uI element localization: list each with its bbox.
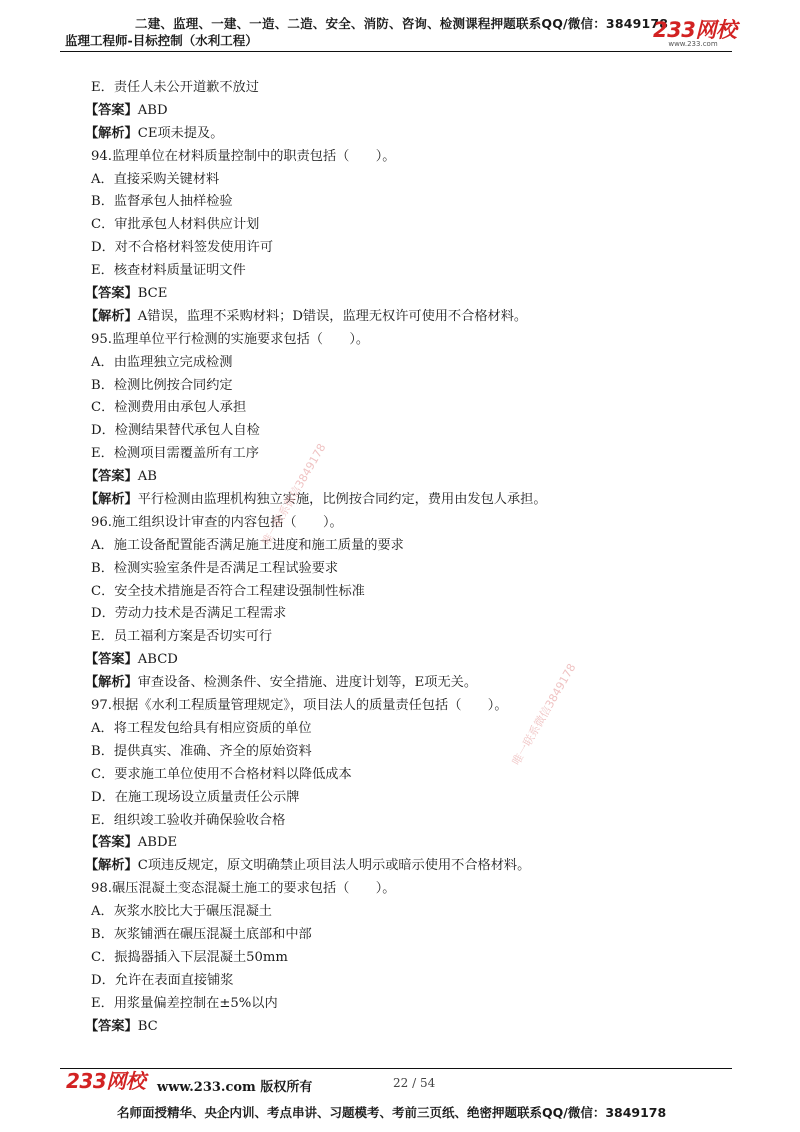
line-text: BC bbox=[137, 1018, 158, 1034]
line-text: D．对不合格材料签发使用许可 bbox=[91, 240, 274, 256]
line-text: C项违反规定，原文明确禁止项目法人明示或暗示使用不合格材料。 bbox=[137, 858, 531, 874]
line-text: E．用浆量偏差控制在±5%以内 bbox=[91, 995, 278, 1011]
line-text: CE项未提及。 bbox=[137, 125, 224, 141]
line-tag: 【答案】 bbox=[85, 102, 138, 118]
text-line bbox=[91, 77, 731, 100]
text-line bbox=[91, 214, 731, 237]
footer-logo bbox=[66, 1071, 145, 1091]
line-text: 97.根据《水利工程质量管理规定》，项目法人的质量责任包括（ ）。 bbox=[91, 698, 508, 714]
answer-line bbox=[85, 649, 731, 672]
line-tag: 【解析】 bbox=[85, 308, 138, 324]
watermark-2: 唯一联系微信3849178 bbox=[509, 661, 579, 768]
line-text: A．灰浆水胶比大于碾压混凝土 bbox=[91, 904, 272, 920]
watermark-1: 唯一联系微信3849178 bbox=[259, 441, 329, 548]
line-text: BCE bbox=[137, 286, 168, 302]
line-text: B．检测比例按合同约定 bbox=[91, 377, 233, 393]
line-tag: 【解析】 bbox=[85, 125, 138, 141]
line-text: C．检测费用由承包人承担 bbox=[91, 400, 247, 416]
header-rule bbox=[60, 51, 732, 52]
text-line bbox=[91, 901, 731, 924]
line-text: 96.施工组织设计审查的内容包括（ ）。 bbox=[91, 514, 343, 530]
text-line bbox=[91, 581, 731, 604]
line-text: A．直接采购关键材料 bbox=[91, 171, 220, 187]
line-text: C．振捣器插入下层混凝土50mm bbox=[91, 949, 288, 965]
line-text: A．施工设备配置能否满足施工进度和施工质量的要求 bbox=[91, 537, 404, 553]
line-text: A．将工程发包给具有相应资质的单位 bbox=[91, 720, 312, 736]
text-line bbox=[91, 695, 731, 718]
line-text: ABCD bbox=[137, 652, 178, 668]
text-line bbox=[91, 329, 731, 352]
analysis-line bbox=[85, 306, 731, 329]
line-text: 平行检测由监理机构独立实施，比例按合同约定，费用由发包人承担。 bbox=[137, 492, 547, 508]
line-text: D．允许在表面直接铺浆 bbox=[91, 972, 234, 988]
line-text: B．检测实验室条件是否满足工程试验要求 bbox=[91, 560, 339, 576]
line-text: E．核查材料质量证明文件 bbox=[91, 263, 246, 279]
line-text: 审查设备、检测条件、安全措施、进度计划等，E项无关。 bbox=[137, 675, 478, 691]
line-text: ABD bbox=[137, 102, 168, 118]
text-line bbox=[91, 397, 731, 420]
text-line bbox=[91, 191, 731, 214]
text-line bbox=[91, 787, 731, 810]
text-line bbox=[91, 810, 731, 833]
text-line bbox=[91, 375, 731, 398]
footer-rule bbox=[60, 1068, 732, 1069]
document-body bbox=[85, 77, 731, 1038]
line-text: D．劳动力技术是否满足工程需求 bbox=[91, 606, 287, 622]
text-line bbox=[91, 718, 731, 741]
text-line bbox=[91, 352, 731, 375]
answer-line bbox=[85, 283, 731, 306]
answer-line bbox=[85, 832, 731, 855]
header-subtitle: 监理工程师-目标控制（水利工程） bbox=[65, 33, 258, 48]
line-text: 94.监理单位在材料质量控制中的职责包括（ ）。 bbox=[91, 148, 396, 164]
line-tag: 【答案】 bbox=[85, 469, 138, 485]
text-line bbox=[91, 535, 731, 558]
line-text: C．要求施工单位使用不合格材料以降低成本 bbox=[91, 766, 352, 782]
text-line bbox=[91, 443, 731, 466]
header-logo-url: www.233.com bbox=[668, 40, 718, 48]
text-line bbox=[91, 237, 731, 260]
line-tag: 【答案】 bbox=[85, 286, 138, 302]
line-text: E．员工福利方案是否切实可行 bbox=[91, 629, 273, 645]
line-text: D．在施工现场设立质量责任公示牌 bbox=[91, 789, 300, 805]
analysis-line bbox=[85, 123, 731, 146]
text-line bbox=[91, 169, 731, 192]
line-text: A．由监理独立完成检测 bbox=[91, 354, 233, 370]
analysis-line bbox=[85, 855, 731, 878]
text-line bbox=[91, 924, 731, 947]
text-line bbox=[91, 420, 731, 443]
analysis-line bbox=[85, 489, 731, 512]
line-text: B．灰浆铺洒在碾压混凝土底部和中部 bbox=[91, 926, 312, 942]
line-text: E．责任人未公开道歉不放过 bbox=[91, 80, 259, 95]
answer-line bbox=[85, 1016, 731, 1039]
line-text: E．检测项目需覆盖所有工序 bbox=[91, 446, 259, 462]
text-line bbox=[91, 146, 731, 169]
line-tag: 【解析】 bbox=[85, 858, 138, 874]
line-tag: 【答案】 bbox=[85, 1018, 138, 1034]
line-text: B．监督承包人抽样检验 bbox=[91, 194, 233, 210]
line-text: AB bbox=[137, 469, 157, 485]
text-line bbox=[91, 626, 731, 649]
line-text: D．检测结果替代承包人自检 bbox=[91, 423, 260, 439]
text-line bbox=[91, 878, 731, 901]
line-tag: 【答案】 bbox=[85, 835, 138, 851]
text-line bbox=[91, 741, 731, 764]
answer-line bbox=[85, 100, 731, 123]
line-text: 98.碾压混凝土变态混凝土施工的要求包括（ ）。 bbox=[91, 881, 396, 897]
line-text: A错误，监理不采购材料；D错误，监理无权许可使用不合格材料。 bbox=[137, 308, 528, 324]
text-line bbox=[91, 603, 731, 626]
analysis-line bbox=[85, 672, 731, 695]
line-text: C．审批承包人材料供应计划 bbox=[91, 217, 260, 233]
line-tag: 【解析】 bbox=[85, 675, 138, 691]
text-line bbox=[91, 993, 731, 1016]
text-line bbox=[91, 260, 731, 283]
header-top-line: 二建、监理、一建、一造、二造、安全、消防、咨询、检测课程押题联系QQ/微信：3849178 bbox=[135, 16, 669, 31]
text-line bbox=[91, 764, 731, 787]
text-line bbox=[91, 947, 731, 970]
header-logo bbox=[653, 18, 737, 50]
footer-copyright: www.233.com 版权所有 bbox=[157, 1080, 313, 1095]
line-text: E．组织竣工验收并确保验收合格 bbox=[91, 812, 286, 828]
footer-bottom-line: 名师面授精华、央企内训、考点串讲、习题模考、考前三页纸、绝密押题联系QQ/微信：3849178 bbox=[117, 1105, 667, 1120]
text-line bbox=[91, 970, 731, 993]
line-text: B．提供真实、准确、齐全的原始资料 bbox=[91, 743, 312, 759]
text-line bbox=[91, 512, 731, 535]
text-line bbox=[91, 558, 731, 581]
line-text: 95.监理单位平行检测的实施要求包括（ ）。 bbox=[91, 331, 370, 347]
line-tag: 【答案】 bbox=[85, 652, 138, 668]
header-logo-text: 233网校 bbox=[653, 18, 737, 42]
footer-logo-text: 233网校 bbox=[66, 1069, 146, 1093]
answer-line bbox=[85, 466, 731, 489]
line-text: ABDE bbox=[137, 835, 178, 851]
line-text: C．安全技术措施是否符合工程建设强制性标准 bbox=[91, 583, 365, 599]
footer-page-number: 22 / 54 bbox=[393, 1076, 436, 1090]
line-tag: 【解析】 bbox=[85, 492, 138, 508]
